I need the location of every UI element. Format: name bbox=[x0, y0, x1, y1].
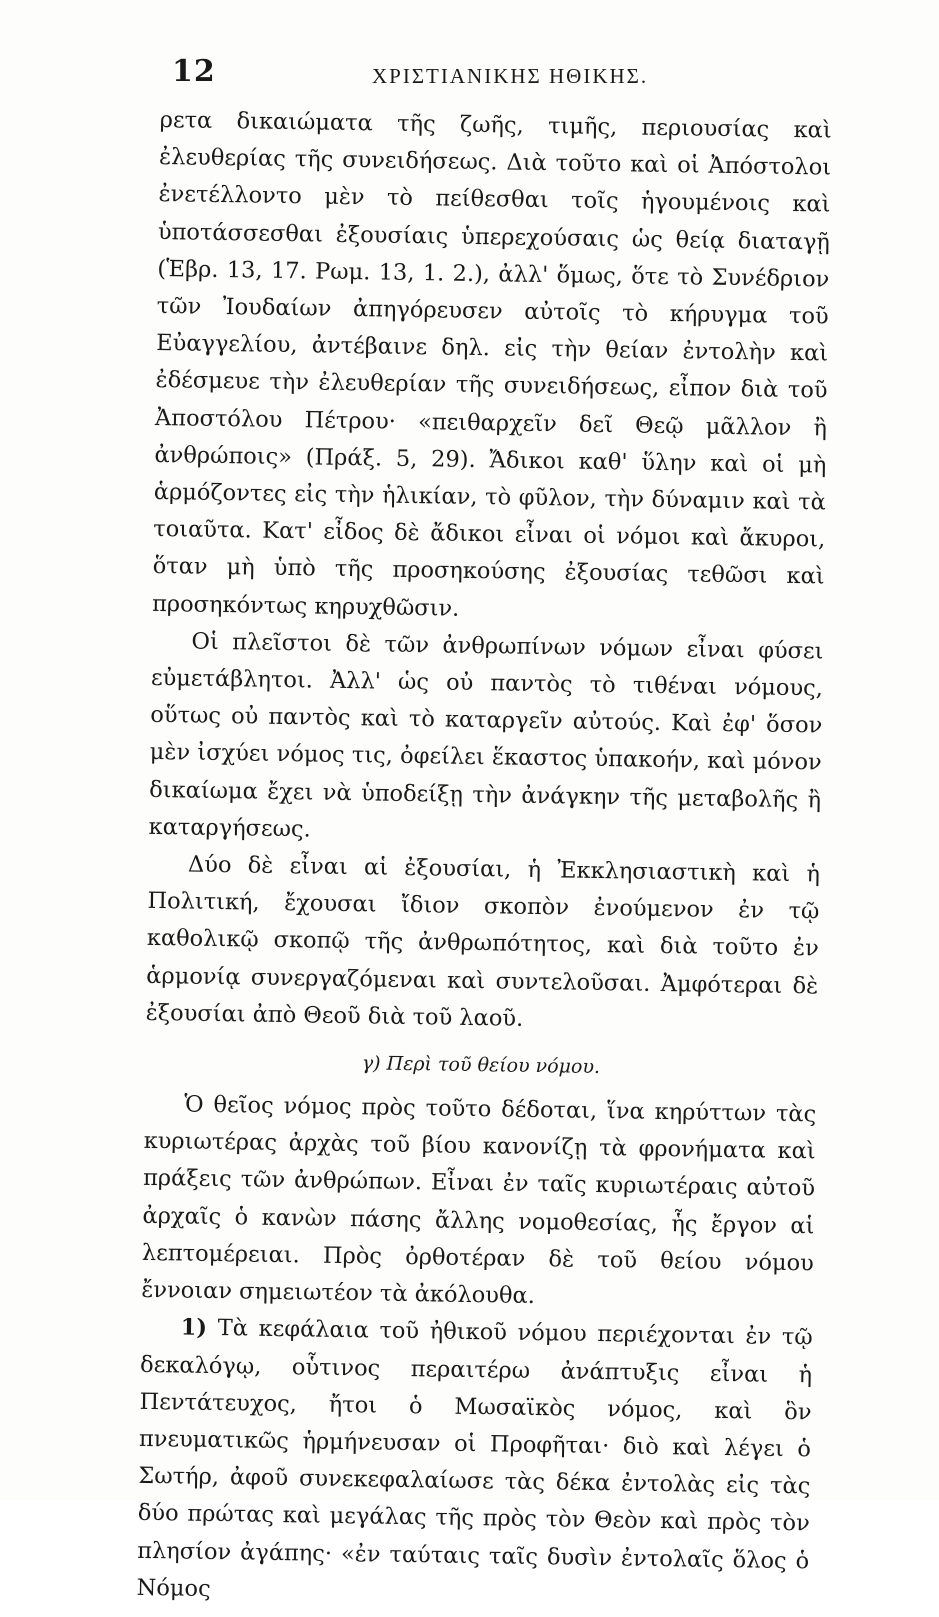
page-header bbox=[172, 48, 832, 92]
paragraph-human-laws: Οἱ πλεῖστοι δὲ τῶν ἀνθρωπίνων νόμων εἶναι φύσει εὐμετάβλητοι. Ἀλλ' ὡς οὐ παντὸς τὸ τιθέναι νόμους, οὕτως οὐ παντὸς καὶ τὸ καταργεῖν αὐτούς. Καὶ ἐφ' ὅσον μὲν ἰσχύει νόμος τις, ὀφείλει ἕκαστος ὑπακοήν, καὶ μόνον δικαίωμα ἔχει νὰ ὑποδείξῃ τὴν ἀνάγκην τῆς μεταβολῆς ἢ καταργήσεως. bbox=[148, 628, 824, 843]
paragraph-divine-law: Ὁ θεῖος νόμος πρὸς τοῦτο δέδοται, ἵνα κηρύττων τὰς κυριωτέρας ἀρχὰς τοῦ βίου κανονίζῃ τὰ φρονήματα καὶ πράξεις τῶν ἀνθρώπων. Εἶναι ἐν ταῖς κυριωτέραις αὐτοῦ ἀρχαῖς ὁ κανὼν πάσης ἄλλης νομοθεσίας, ἧς ἔργον αἱ λεπτομέρειαι. Πρὸς ὀρθοτέραν δὲ τοῦ θείου νόμου ἔννοιαν σημειωτέον τὰ ἀκόλουθα. bbox=[141, 1091, 817, 1310]
body-text bbox=[136, 102, 832, 1617]
item-text: Τὰ κεφάλαια τοῦ ἠθικοῦ νόμου περιέχονται ἐν τῷ δεκαλόγῳ, οὗτινος περαιτέρω ἀνάπτυξις εἶναι ἡ Πεντάτευχος, ἤτοι ὁ Μωσαϊκὸς νόμος, καὶ ὃν πνευματικῶς ἡρμήνευσαν οἱ Προφῆται· διὸ καὶ λέγει ὁ Σωτήρ, ἀφοῦ συνεκεφαλαίωσε τὰς δέκα ἐντολὰς εἰς τὰς δύο πρώτας καὶ μεγάλας τῆς πρὸς τὸν Θεὸν καὶ πρὸς τὸν πλησίον ἀγάπης· «ἐν ταύταις ταῖς δυσὶν ἐντολαῖς ὅλος ὁ Νόμος bbox=[136, 1315, 813, 1602]
running-title: ΧΡΙΣΤΙΑΝΙΚΗΣ ΗΘΙΚΗΣ. bbox=[372, 64, 649, 88]
paragraph-two-authorities: Δύο δὲ εἶναι αἱ ἐξουσίαι, ἡ Ἐκκλησιαστικὴ καὶ ἡ Πολιτική, ἔχουσαι ἴδιον σκοπὸν ἐνούμενον ἐν τῷ καθολικῷ σκοπῷ τῆς ἀνθρωπότητος, καὶ διὰ τοῦτο ἐν ἁρμονίᾳ συνεργαζόμεναι καὶ συντελοῦσαι. Ἀμφότεραι δὲ ἐξουσίαι ἀπὸ Θεοῦ διὰ τοῦ λαοῦ. bbox=[145, 851, 821, 1032]
item-number: 1) bbox=[180, 1314, 208, 1342]
numbered-item bbox=[136, 1309, 813, 1617]
paragraph-continuation: ρετα δικαιώματα τῆς ζωῆς, τιμῆς, περιουσίας καὶ ἐλευθερίας τῆς συνειδήσεως. Διὰ τοῦτο καὶ οἱ Ἀπόστολοι ἐνετέλλοντο μὲν τὸ πείθεσθαι τοῖς ἡγουμένοις καὶ ὑποτάσσεσθαι ἐξουσίαις ὑπερεχούσαις ὡς θείᾳ διαταγῇ (Ἑβρ. 13, 17. Ρωμ. 13, 1. 2.), ἀλλ' ὅμως, ὅτε τὸ Συνέδριον τῶν Ἰουδαίων ἀπηγόρευσεν αὐτοῖς τὸ κήρυγμα τοῦ Εὐαγγελίου, ἀντέβαινε δηλ. εἰς τὴν θείαν ἐντολὴν καὶ ἐδέσμευε τὴν ἐλευθερίαν τῆς συνειδήσεως, εἶπον διὰ τοῦ Ἀποστόλου Πέτρου· «πειθαρχεῖν δεῖ Θεῷ μᾶλλον ἢ ἀνθρώποις» (Πράξ. 5, 29). Ἄδικοι καθ' ὕλην καὶ οἱ μὴ ἁρμόζοντες εἰς τὴν ἡλικίαν, τὸ φῦλον, τὴν δύναμιν καὶ τὰ τοιαῦτα. Κατ' εἶδος δὲ ἄδικοι εἶναι οἱ νόμοι καὶ ἄκυροι, ὅταν μὴ ὑπὸ τῆς προσηκούσης ἐξουσίας τεθῶσι καὶ προσηκόντως κηρυχθῶσιν. bbox=[151, 106, 832, 622]
page-number: 12 bbox=[172, 54, 216, 89]
section-heading: γ) Περὶ τοῦ θείου νόμου. bbox=[361, 1052, 601, 1079]
